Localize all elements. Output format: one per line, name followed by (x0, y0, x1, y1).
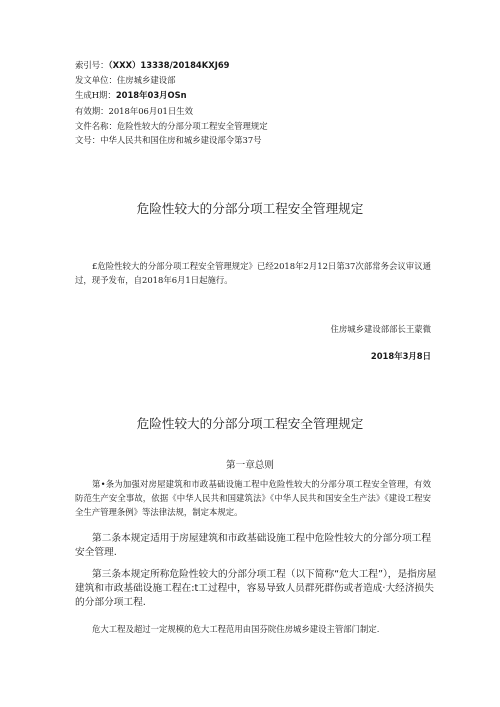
article-3: 第三条本规定所称危险性较大的分部分项工程（以下简称“危大工程”），是指房屋建筑和市政基础设施工程在:t工过程中，容易导致人员群死群伤或者造成·大经济损失的分部分项工程. (75, 569, 437, 608)
index-number-label: 索引号： (75, 60, 109, 70)
validity-label: 有效期： (75, 106, 109, 116)
document-name-line: 文件名称：危险性较大的分部分项工程安全管理规定 (75, 121, 268, 131)
article-3-continuation: 危大工程及超过一定规模的危大工程范用由国芬院住房城乡建设主管部门制定. (92, 624, 380, 634)
announcement-paragraph: £危险性较大的分部分项工程安全管理规定》已经2018年2月12日第37次部常务会议审议通过，现予发布，自2018年6月1日起施行。 (75, 261, 431, 285)
issue-date-value: 2018年03月OSn (115, 90, 187, 100)
issue-date-label: 生成H期： (75, 90, 116, 100)
index-number-value: （XXX）13338/20184KXJ69 (108, 60, 230, 70)
issue-date-line (75, 90, 187, 101)
regulation-title: 危险性较大的分部分项工程安全管理规定 (136, 416, 364, 431)
article-2: 第二条本规定适用于房屋建筑和市政基础设施工程中危险性较大的分部分项工程安全管理. (75, 533, 432, 558)
issuer-line: 发文单位：住房城乡建设部 (75, 75, 176, 85)
chapter-heading: 第一章总则 (226, 460, 274, 471)
article-1: 第•条为加强对房屋建筑和市政基础设施工程中危险性较大的分部分项工程安全管理，有效防范生产安全事故，依据《中华人民共和国建筑法》《中华人民共和国安全生产法》《建设工程安全生产管理条例》等法律法规，制定本规定。 (75, 479, 431, 517)
validity-line (75, 106, 193, 117)
index-number-line (75, 60, 229, 71)
validity-value: 2018年06月01日生效 (108, 106, 194, 116)
signature-date: 2018年3月8日 (370, 351, 431, 361)
signature: 住房城乡建设部部长王蒙微 (330, 324, 431, 334)
document-number-line: 文号：中华人民共和国住房和城乡建设部令第37号 (75, 135, 262, 145)
page-title: 危险性较大的分部分项工程安全管理规定 (136, 201, 364, 216)
